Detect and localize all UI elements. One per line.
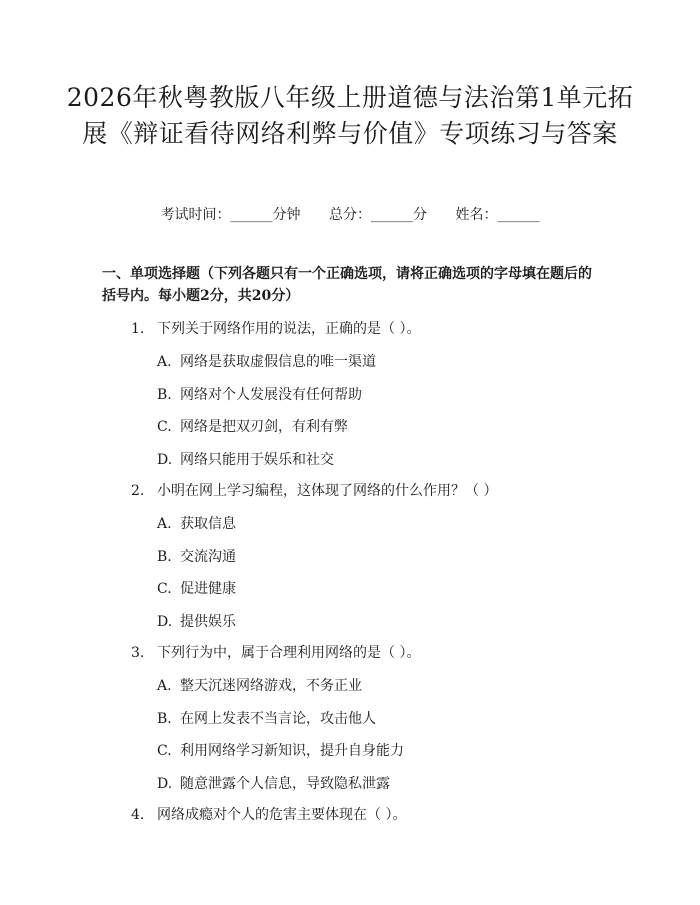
question-text: 下列行为中，属于合理利用网络的是（ ）。 bbox=[157, 645, 421, 661]
question-stem bbox=[0, 314, 700, 346]
option-d bbox=[0, 768, 700, 801]
option-text: 促进健康 bbox=[180, 581, 236, 597]
question-1 bbox=[0, 314, 700, 476]
option-text: 网络是获取虚假信息的唯一渠道 bbox=[180, 354, 376, 370]
question-number: 1. bbox=[131, 321, 145, 337]
question-4 bbox=[0, 800, 700, 832]
option-c bbox=[0, 411, 700, 444]
option-b bbox=[0, 541, 700, 574]
exam-time: 考试时间：______分钟 bbox=[160, 207, 301, 223]
question-stem bbox=[0, 800, 700, 832]
question-stem bbox=[0, 638, 700, 670]
question-number: 3. bbox=[131, 645, 145, 661]
option-letter: A. bbox=[157, 516, 172, 532]
option-a bbox=[0, 670, 700, 703]
option-text: 获取信息 bbox=[180, 516, 236, 532]
option-letter: C. bbox=[157, 743, 172, 759]
option-letter: D. bbox=[157, 451, 173, 468]
option-text: 整天沉迷网络游戏，不务正业 bbox=[180, 678, 362, 694]
question-text: 小明在网上学习编程，这体现了网络的什么作用？（ ） bbox=[157, 483, 498, 499]
option-letter: B. bbox=[157, 386, 172, 403]
option-list bbox=[0, 508, 700, 638]
option-text: 提供娱乐 bbox=[180, 613, 236, 630]
option-letter: B. bbox=[157, 548, 172, 565]
option-c bbox=[0, 573, 700, 606]
option-a bbox=[0, 508, 700, 541]
option-letter: D. bbox=[157, 613, 173, 630]
option-a bbox=[0, 346, 700, 379]
option-d bbox=[0, 444, 700, 477]
option-text: 网络对个人发展没有任何帮助 bbox=[180, 386, 362, 403]
option-letter: D. bbox=[157, 775, 173, 792]
option-d bbox=[0, 606, 700, 639]
question-3 bbox=[0, 638, 700, 800]
exam-meta bbox=[0, 205, 700, 225]
option-b bbox=[0, 379, 700, 412]
question-number: 2. bbox=[131, 483, 145, 499]
option-letter: C. bbox=[157, 581, 172, 597]
question-text: 网络成瘾对个人的危害主要体现在（ ）。 bbox=[157, 807, 407, 823]
option-letter: C. bbox=[157, 419, 172, 435]
option-text: 网络只能用于娱乐和社交 bbox=[180, 451, 334, 468]
section-heading: 一、单项选择题（下列各题只有一个正确选项，请将正确选项的字母填在题后的括号内。每小题2分，共20分） bbox=[102, 266, 592, 304]
option-list bbox=[0, 670, 700, 800]
option-letter: B. bbox=[157, 710, 172, 727]
option-text: 在网上发表不当言论，攻击他人 bbox=[180, 710, 376, 727]
question-list bbox=[0, 314, 700, 832]
option-text: 利用网络学习新知识，提升自身能力 bbox=[180, 743, 404, 759]
option-c bbox=[0, 735, 700, 768]
option-text: 交流沟通 bbox=[180, 548, 236, 565]
option-list bbox=[0, 346, 700, 476]
document-title: 2026年秋粤教版八年级上册道德与法治第1单元拓展《辩证看待网络利弊与价值》专项练习与答案 bbox=[66, 83, 634, 148]
option-letter: A. bbox=[157, 678, 172, 694]
question-text: 下列关于网络作用的说法，正确的是（ ）。 bbox=[157, 321, 421, 337]
question-number: 4. bbox=[131, 807, 145, 823]
question-stem bbox=[0, 476, 700, 508]
exam-score: 总分：______分 bbox=[329, 207, 427, 223]
option-letter: A. bbox=[157, 354, 172, 370]
student-name: 姓名：______ bbox=[455, 207, 540, 223]
option-text: 随意泄露个人信息，导致隐私泄露 bbox=[180, 775, 390, 792]
option-text: 网络是把双刃剑，有利有弊 bbox=[180, 419, 348, 435]
question-2 bbox=[0, 476, 700, 638]
option-b bbox=[0, 703, 700, 736]
